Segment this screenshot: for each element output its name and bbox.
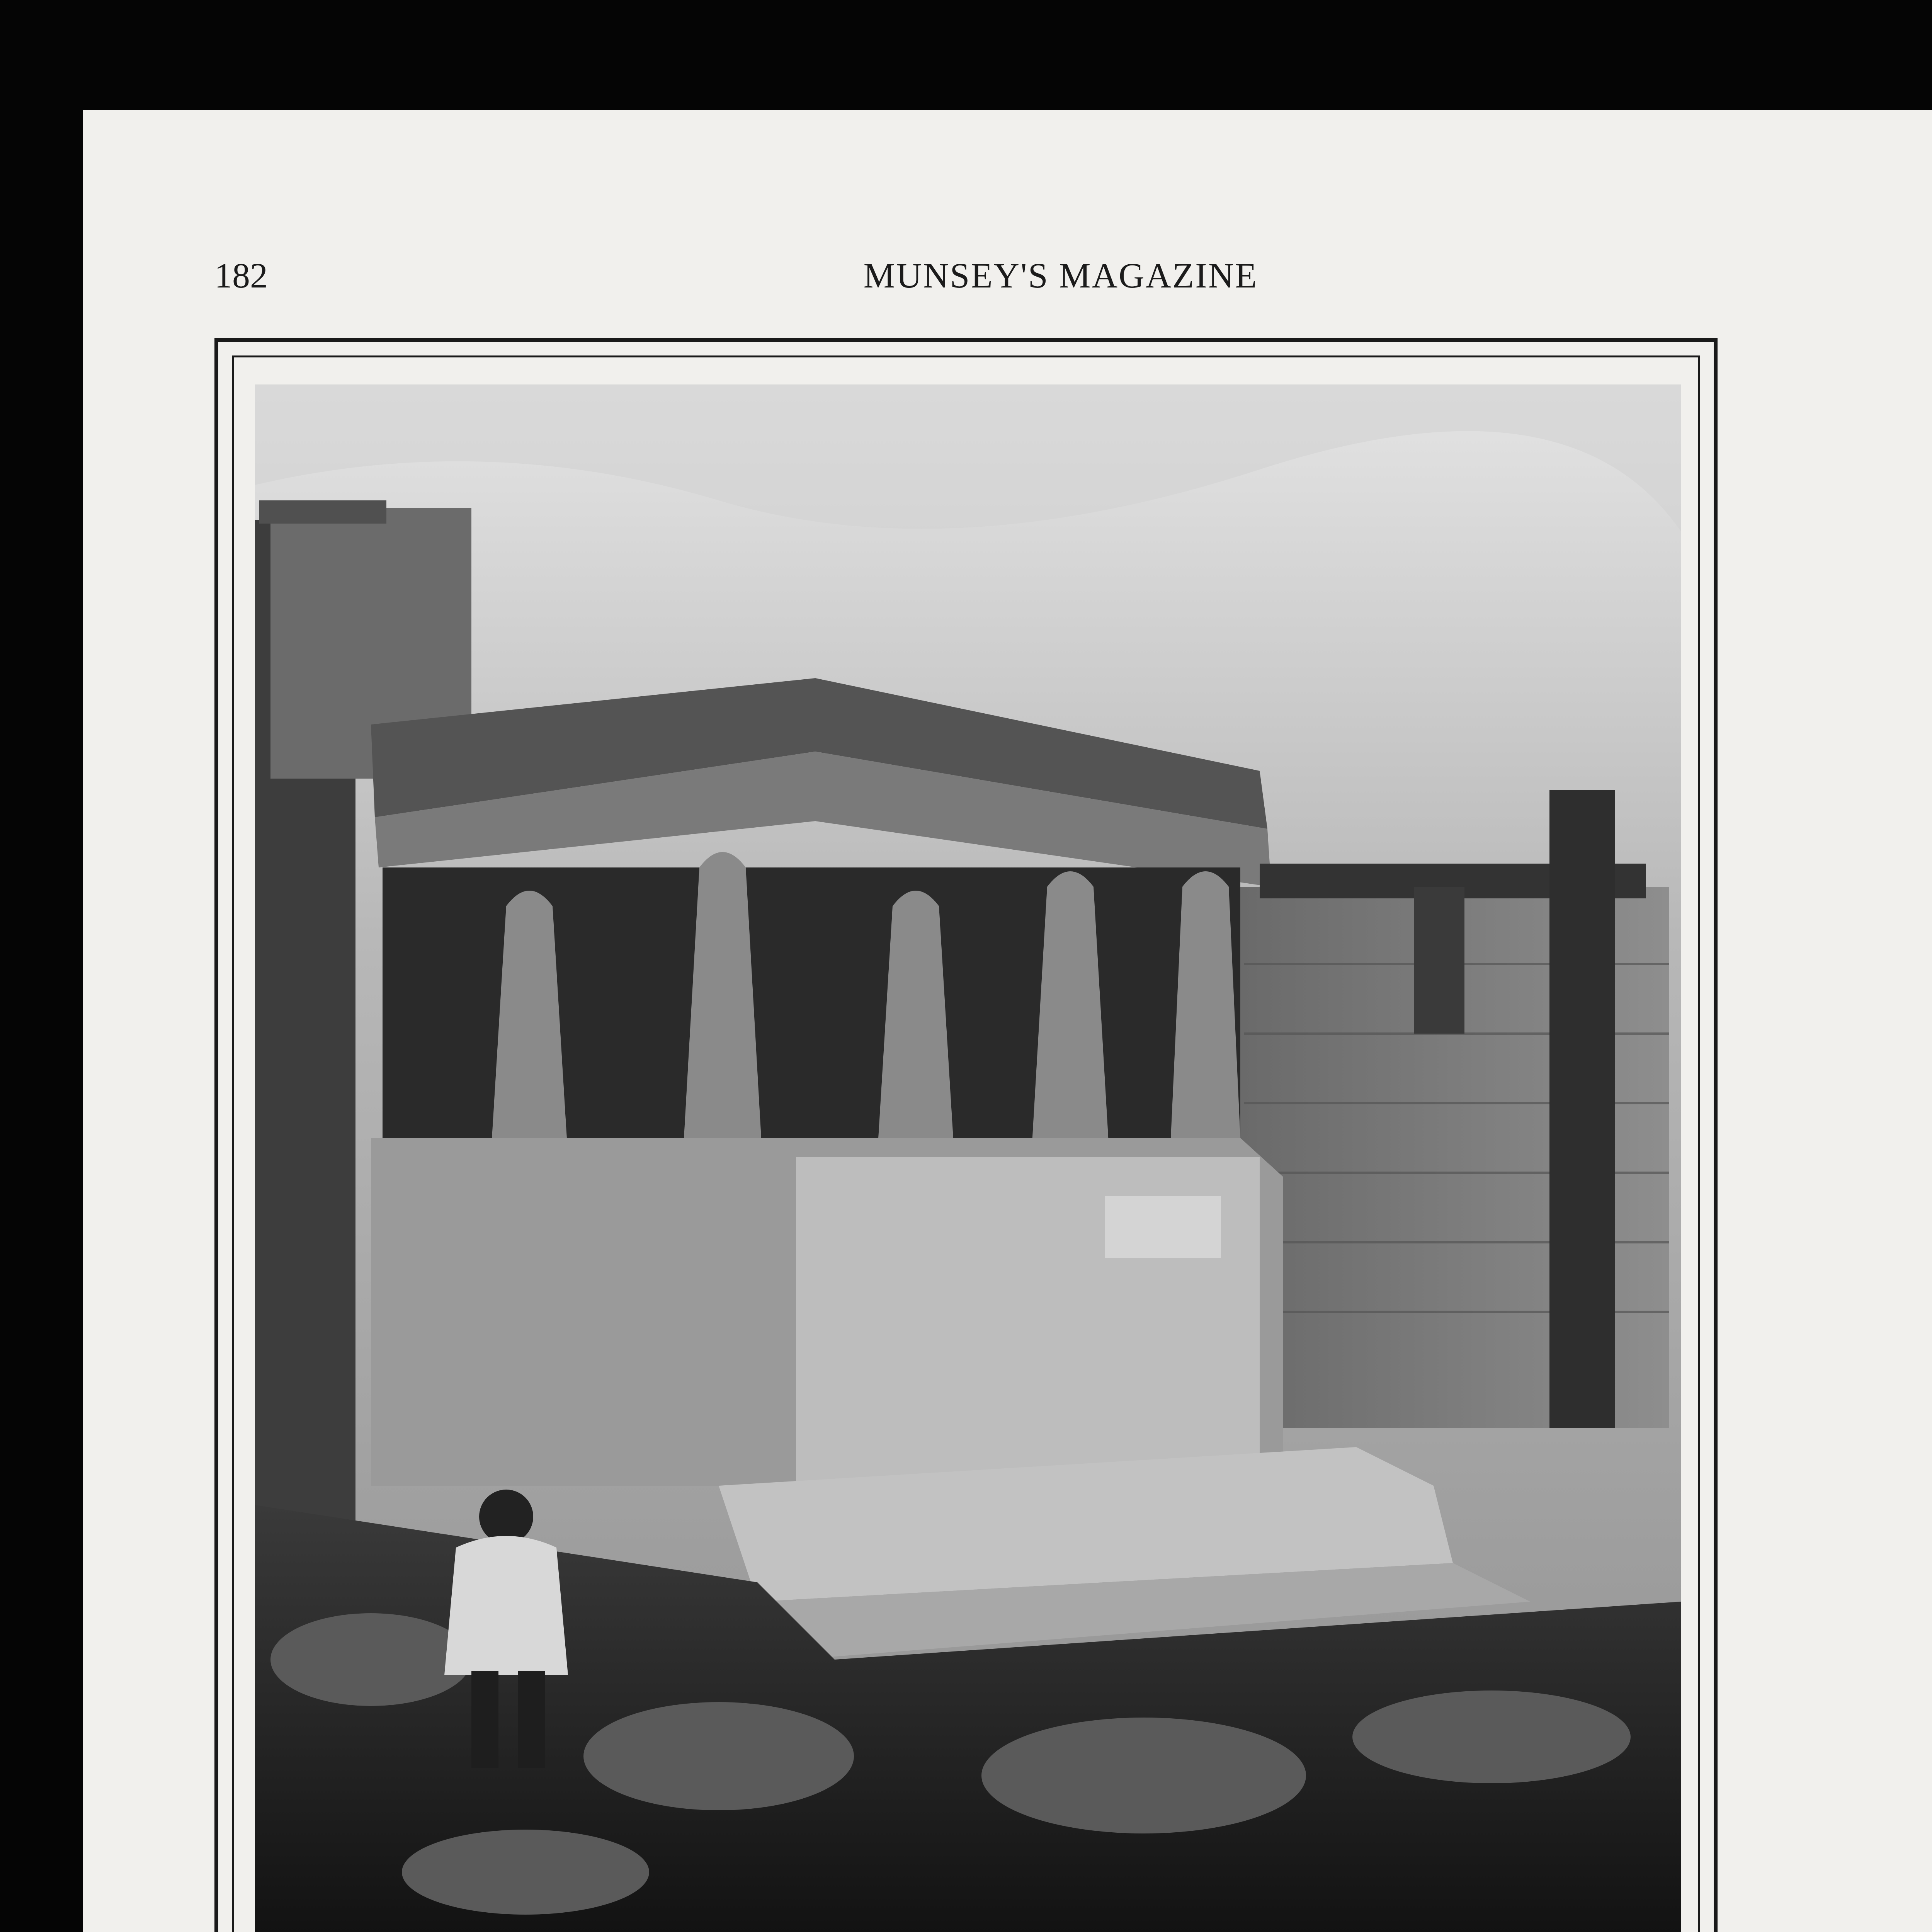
photo-illustration xyxy=(255,384,1681,1932)
running-head xyxy=(83,255,1932,301)
erechtheion-photograph xyxy=(255,384,1681,1932)
magazine-title: MUNSEY'S MAGAZINE xyxy=(863,256,1258,295)
page-number: 182 xyxy=(214,256,268,295)
photo-frame xyxy=(214,338,1718,1932)
magazine-page xyxy=(83,110,1932,1932)
